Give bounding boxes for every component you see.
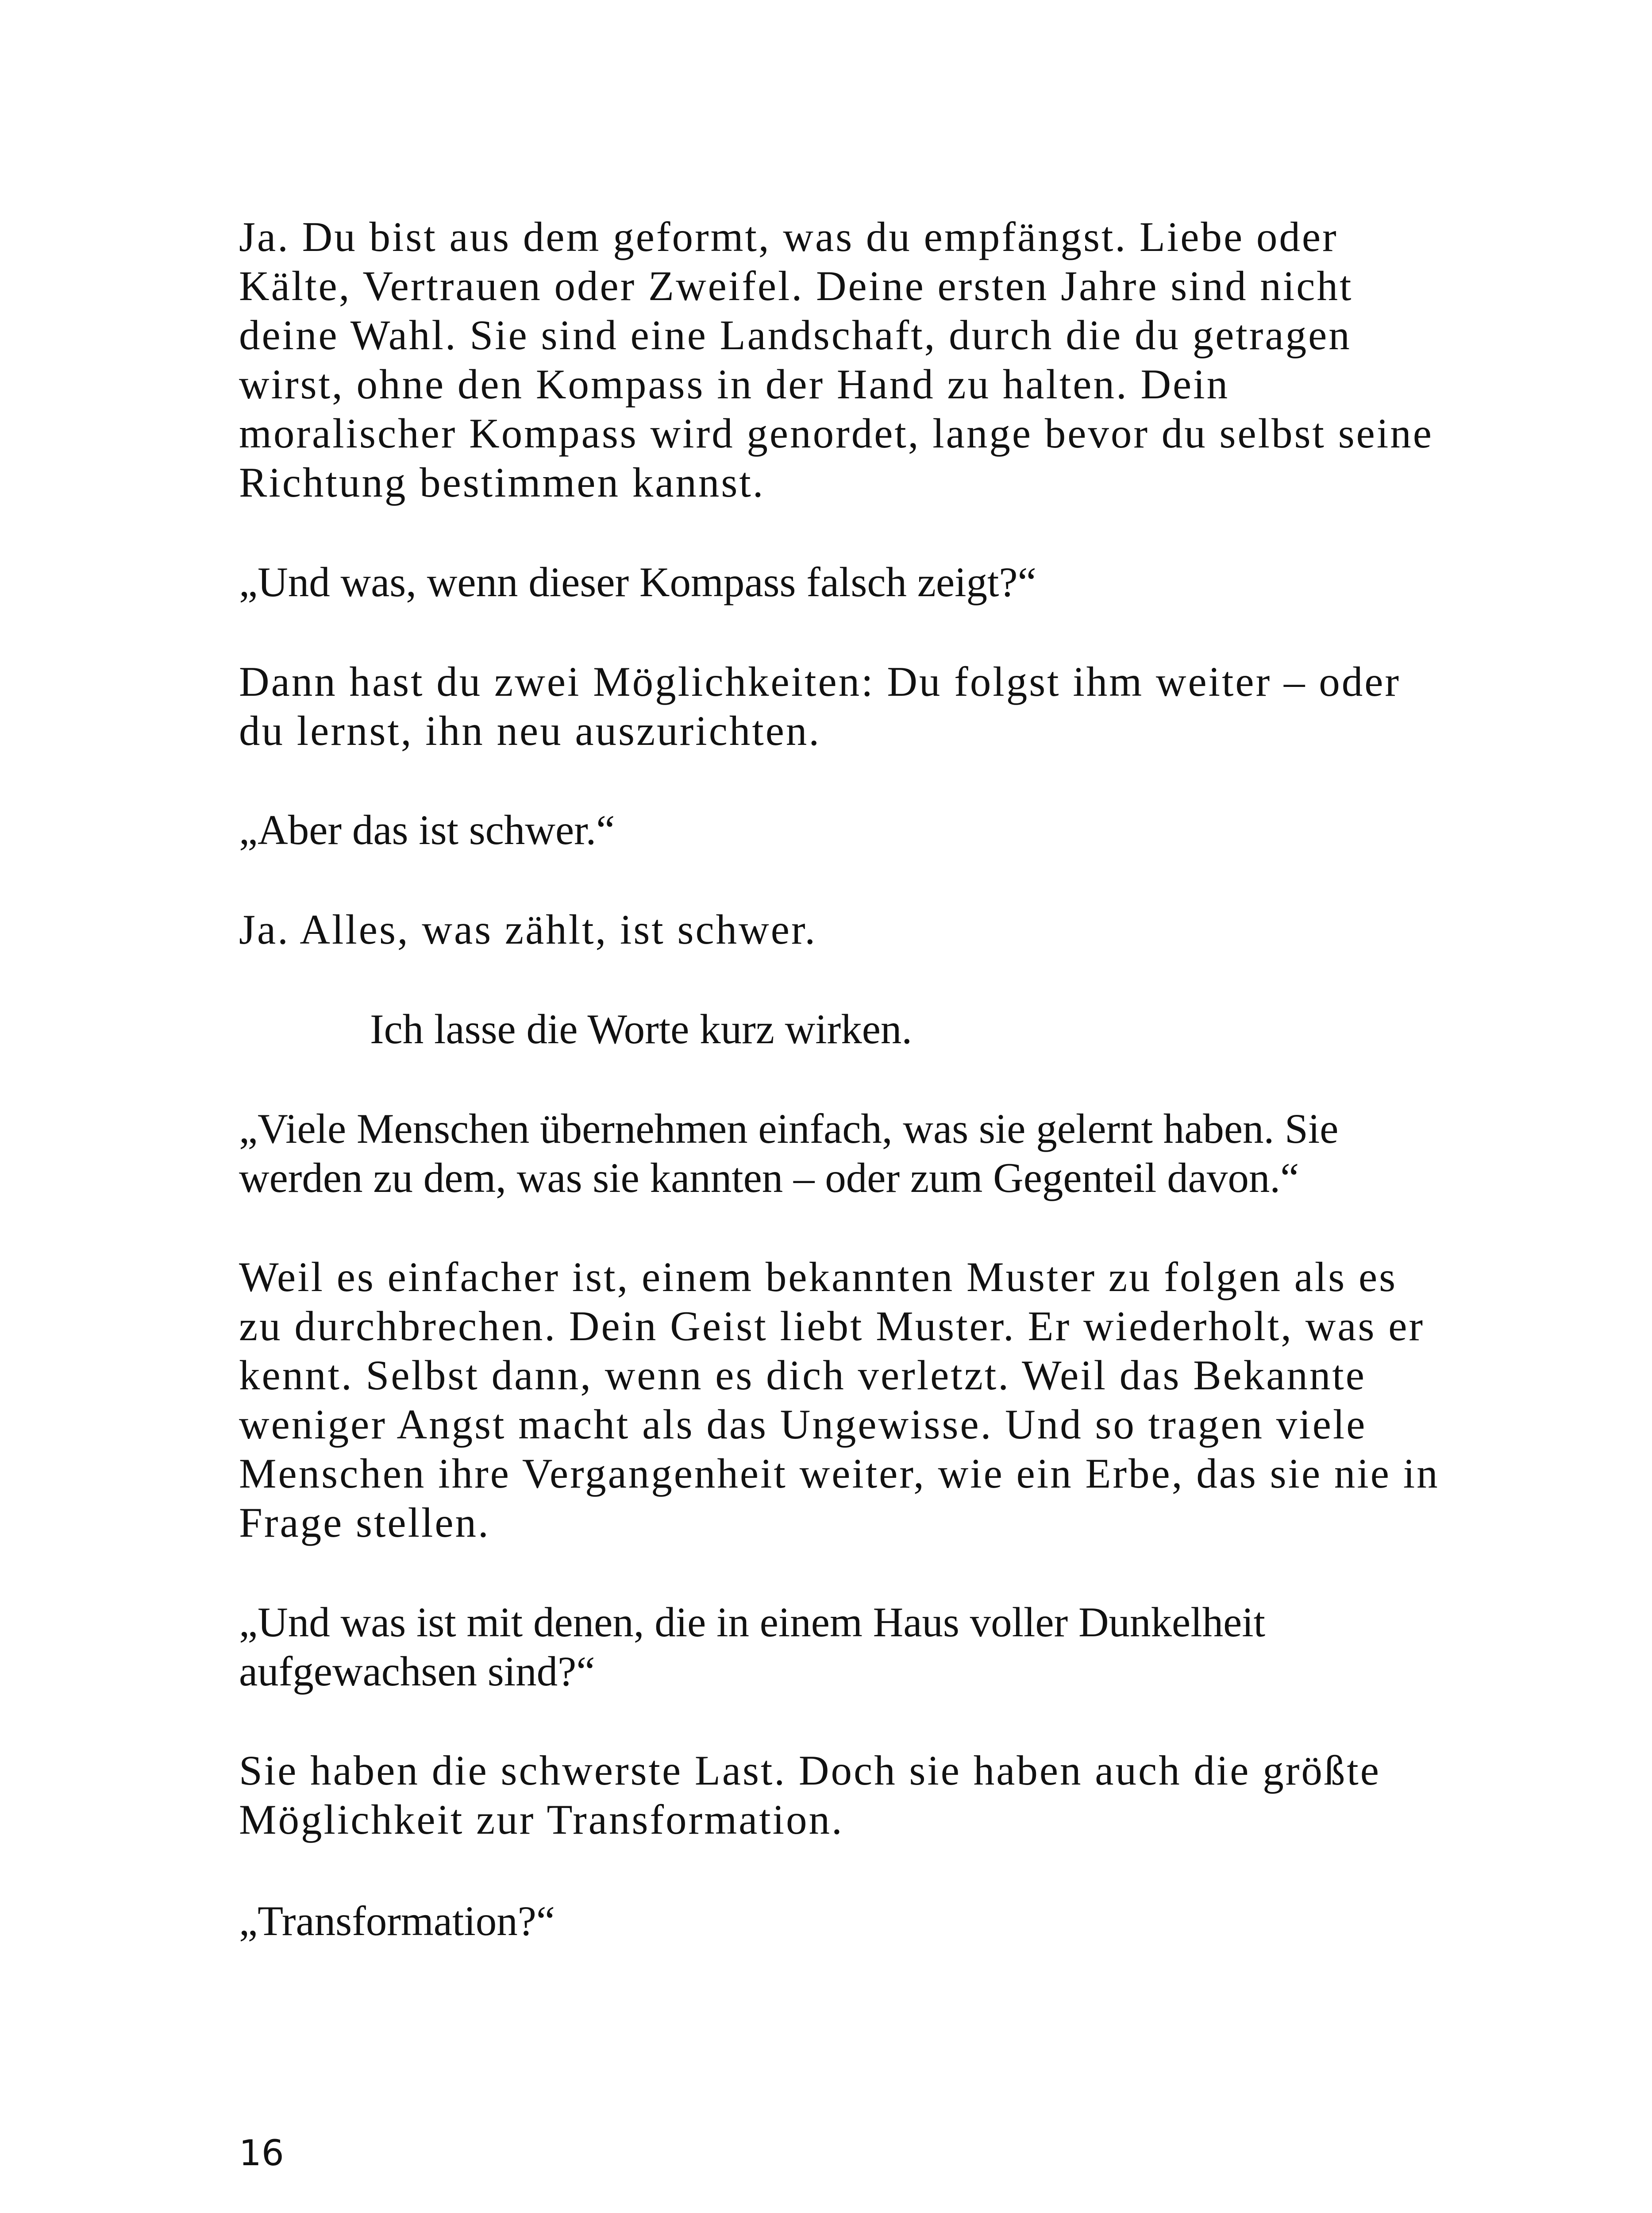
paragraph-1: [239, 212, 1496, 507]
paragraph-7: [239, 1104, 1496, 1203]
paragraph-line: „Aber das ist schwer.“: [239, 806, 615, 853]
paragraph-line: Ich lasse die Worte kurz wirken.: [370, 1006, 913, 1053]
paragraph-9: [239, 1598, 1496, 1696]
page-number: 16: [239, 2132, 284, 2174]
paragraph-line: weniger Angst macht als das Ungewisse. Und so tragen viele: [239, 1401, 1367, 1448]
paragraph-line: Menschen ihre Vergangenheit weiter, wie ein Erbe, das sie nie in: [239, 1450, 1440, 1497]
paragraph-line: „Transformation?“: [239, 1897, 555, 1944]
paragraph-line: Richtung bestimmen kannst.: [239, 459, 765, 506]
paragraph-line: Ja. Du bist aus dem geformt, was du empfängst. Liebe oder: [239, 213, 1338, 260]
paragraph-line: werden zu dem, was sie kannten – oder zum Gegenteil davon.“: [239, 1154, 1299, 1201]
paragraph-line: du lernst, ihn neu auszurichten.: [239, 707, 821, 754]
paragraph-line: moralischer Kompass wird genordet, lange bevor du selbst seine: [239, 410, 1433, 457]
paragraph-2: [239, 558, 1496, 607]
paragraph-line: Sie haben die schwerste Last. Doch sie haben auch die größte: [239, 1747, 1381, 1794]
paragraph-line: kennt. Selbst dann, wenn es dich verletzt. Weil das Bekannte: [239, 1352, 1366, 1399]
paragraph-line: „Und was ist mit denen, die in einem Haus voller Dunkelheit: [239, 1599, 1266, 1646]
paragraph-line: Ja. Alles, was zählt, ist schwer.: [239, 906, 817, 953]
paragraph-3: [239, 657, 1496, 756]
paragraph-5: [239, 905, 1496, 954]
paragraph-line: deine Wahl. Sie sind eine Landschaft, durch die du getragen: [239, 312, 1352, 359]
paragraph-line: Dann hast du zwei Möglichkeiten: Du folgst ihm weiter – oder: [239, 658, 1401, 705]
paragraph-4: [239, 806, 1496, 855]
paragraph-line: Kälte, Vertrauen oder Zweifel. Deine ersten Jahre sind nicht: [239, 262, 1353, 309]
paragraph-11: [239, 1897, 1496, 1946]
paragraph-line: zu durchbrechen. Dein Geist liebt Muster. Er wiederholt, was er: [239, 1303, 1425, 1349]
paragraph-10: [239, 1746, 1496, 1844]
paragraph-line: Frage stellen.: [239, 1499, 490, 1546]
paragraph-line: Möglichkeit zur Transformation.: [239, 1796, 844, 1843]
paragraph-line: „Viele Menschen übernehmen einfach, was sie gelernt haben. Sie: [239, 1105, 1339, 1152]
paragraph-line: Weil es einfacher ist, einem bekannten Muster zu folgen als es: [239, 1253, 1398, 1300]
paragraph-line: aufgewachsen sind?“: [239, 1648, 595, 1695]
paragraph-8: [239, 1253, 1496, 1547]
paragraph-line: wirst, ohne den Kompass in der Hand zu halten. Dein: [239, 361, 1230, 408]
paragraph-line: „Und was, wenn dieser Kompass falsch zeigt?“: [239, 559, 1036, 605]
paragraph-6: [370, 1005, 1627, 1054]
